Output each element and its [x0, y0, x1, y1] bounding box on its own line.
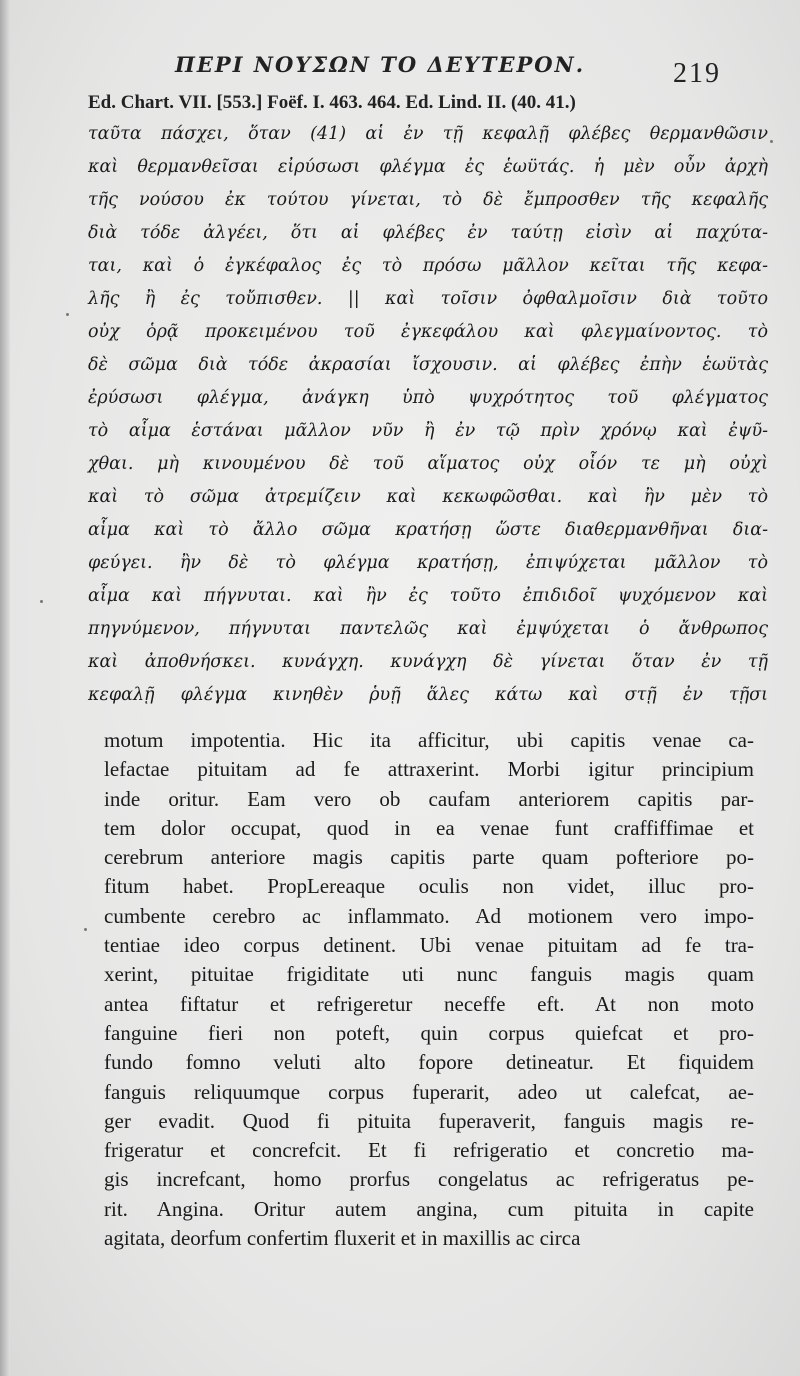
latin-line: rit. Angina. Oritur autem angina, cum pituita in capite [104, 1196, 754, 1221]
paper-speck [770, 140, 773, 143]
latin-line: fitum habet. PropLereaque oculis non videt, illuc pro- [104, 874, 754, 899]
edition-reference: Ed. Chart. VII. [553.] Foëf. I. 463. 464. Ed. Lind. II. (40. 41.) [88, 92, 576, 113]
latin-line: fanguine fieri non poteft, quin corpus quiefcat et pro- [104, 1020, 754, 1045]
latin-line: tem dolor occupat, quod in ea venae funt craffiffimae et [104, 815, 754, 840]
latin-text-block [104, 726, 754, 1253]
greek-line: κεφαλῇ φλέγμα κινηθὲν ῥυῇ ἅλες κάτω καὶ στῇ ἐν τῇσι [88, 685, 768, 705]
latin-line: fanguis reliquumque corpus fuperarit, adeo ut calefcat, ae- [104, 1079, 754, 1104]
latin-line: cerebrum anteriore magis capitis parte quam pofteriore po- [104, 845, 754, 870]
page-number: 219 [673, 58, 721, 89]
latin-line: ger evadit. Quod fi pituita fuperaverit, fanguis magis re- [104, 1108, 754, 1133]
greek-line: καὶ τὸ σῶμα ἀτρεμίζειν καὶ κεκωφῶσθαι. καὶ ἢν μὲν τὸ [88, 487, 768, 507]
latin-line: antea fiftatur et refrigeretur neceffe eft. At non moto [104, 991, 754, 1016]
paper-speck [84, 928, 87, 931]
latin-line: xerint, pituitae frigiditate uti nunc fanguis magis quam [104, 962, 754, 987]
latin-line: cumbente cerebro ac inflammato. Ad motionem vero impo- [104, 903, 754, 928]
greek-line: οὐχ ὁρᾷ προκειμένου τοῦ ἐγκεφάλου καὶ φλεγμαίνοντος. τὸ [88, 322, 768, 342]
paper-speck [66, 313, 69, 316]
greek-line: ται, καὶ ὁ ἐγκέφαλος ἐς τὸ πρόσω μᾶλλον κεῖται τῆς κεφα- [88, 256, 768, 276]
greek-line: ταῦτα πάσχει, ὅταν (41) αἱ ἐν τῇ κεφαλῇ φλέβες θερμανθῶσιν [88, 124, 768, 144]
latin-line: motum impotentia. Hic ita afficitur, ubi capitis venae ca- [104, 728, 754, 752]
greek-line: πηγνύμενον, πήγνυται παντελῶς καὶ ἐμψύχεται ὁ ἄνθρωπος [88, 619, 768, 639]
greek-line: χθαι. μὴ κινουμένου δὲ τοῦ αἵματος οὐχ οἷόν τε μὴ οὐχὶ [88, 454, 768, 474]
greek-line: αἷμα καὶ τὸ ἄλλο σῶμα κρατήσῃ ὥστε διαθερμανθῆναι δια- [88, 520, 768, 540]
greek-line: καὶ ἀποθνήσκει. κυνάγχη. κυνάγχη δὲ γίνεται ὅταν ἐν τῇ [88, 652, 768, 672]
latin-line: frigeratur et concrefcit. Et fi refrigeratio et concretio ma- [104, 1138, 754, 1163]
paper-speck [40, 600, 43, 603]
latin-line: gis increfcant, homo prorfus congelatus ac refrigeratus pe- [104, 1167, 754, 1192]
greek-line: τῆς νούσου ἐκ τούτου γίνεται, τὸ δὲ ἔμπροσθεν τῆς κεφαλῆς [88, 190, 768, 210]
latin-line: agitata, deorfum confertim fluxerit et in maxillis ac circa [104, 1226, 581, 1251]
latin-line: tentiae ideo corpus detinent. Ubi venae pituitam ad fe tra- [104, 933, 754, 958]
greek-line: διὰ τόδε ἀλγέει, ὅτι αἱ φλέβες ἐν ταύτῃ εἰσὶν αἱ παχύτα- [88, 223, 768, 243]
greek-line: φεύγει. ἢν δὲ τὸ φλέγμα κρατήσῃ, ἐπιψύχεται μᾶλλον τὸ [88, 553, 768, 573]
greek-text-block [88, 118, 768, 712]
greek-line: καὶ θερμανθεῖσαι εἰρύσωσι φλέγμα ἐς ἑωϋτάς. ἡ μὲν οὖν ἀρχὴ [88, 157, 768, 177]
latin-line: lefactae pituitam ad fe attraxerint. Morbi igitur principium [104, 757, 754, 782]
greek-line: αἷμα καὶ πήγνυται. καὶ ἢν ἐς τοῦτο ἐπιδιδοῖ ψυχόμενον καὶ [88, 586, 768, 606]
running-head: ΠΕΡΙ ΝΟΥΣΩΝ ΤΟ ΔΕΥΤΕΡΟΝ. [175, 52, 586, 77]
page-gutter-shadow [0, 0, 10, 1376]
latin-line: fundo fomno veluti alto fopore detineatur. Et fiquidem [104, 1050, 754, 1075]
greek-line: δὲ σῶμα διὰ τόδε ἀκρασίαι ἴσχουσιν. αἱ φλέβες ἐπὴν ἑωϋτὰς [88, 355, 768, 375]
greek-line: τὸ αἷμα ἑστάναι μᾶλλον νῦν ἢ ἐν τῷ πρὶν χρόνῳ καὶ ἐψῦ- [88, 421, 768, 441]
greek-line: ἐρύσωσι φλέγμα, ἀνάγκη ὑπὸ ψυχρότητος τοῦ φλέγματος [88, 388, 768, 408]
latin-line: inde oritur. Eam vero ob caufam anteriorem capitis par- [104, 786, 754, 811]
greek-line: λῆς ἢ ἐς τοὔπισθεν. || καὶ τοῖσιν ὀφθαλμοῖσιν διὰ τοῦτο [88, 289, 768, 309]
